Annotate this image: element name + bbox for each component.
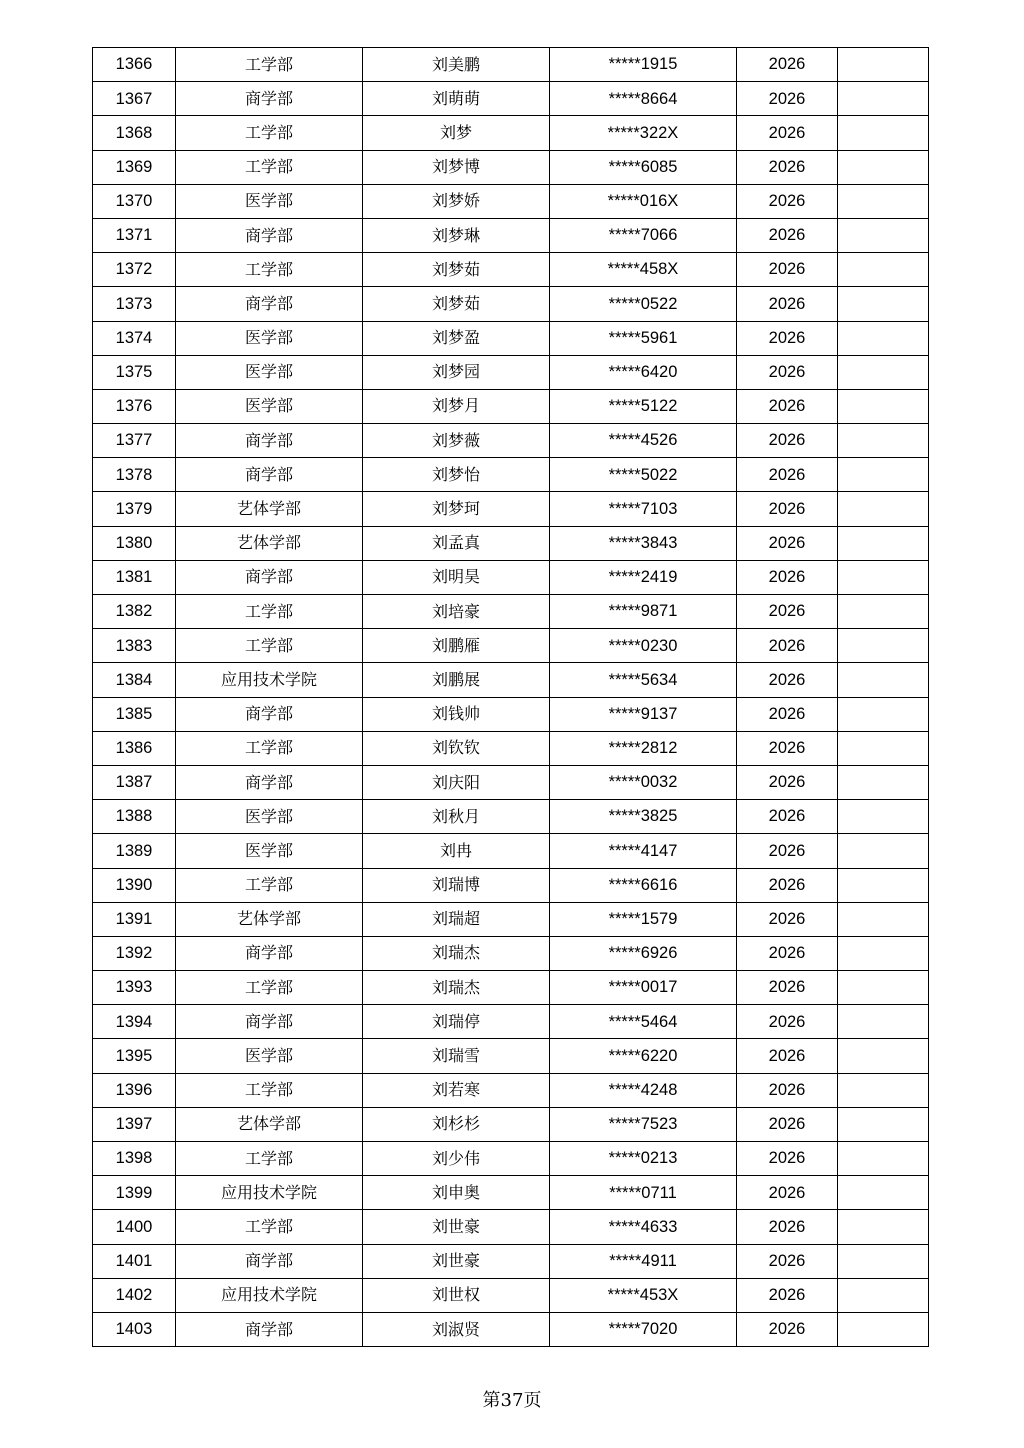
cell-remark: [838, 389, 929, 423]
cell-serial-number: 1399: [93, 1176, 176, 1210]
cell-serial-number: 1388: [93, 800, 176, 834]
table-row: [93, 834, 929, 868]
table-row: [93, 1278, 929, 1312]
cell-department: 医学部: [176, 834, 363, 868]
cell-year: 2026: [737, 1176, 838, 1210]
cell-serial-number: 1389: [93, 834, 176, 868]
cell-department: 商学部: [176, 424, 363, 458]
cell-student-name: 刘梦月: [363, 389, 550, 423]
cell-serial-number: 1367: [93, 82, 176, 116]
cell-serial-number: 1400: [93, 1210, 176, 1244]
cell-department: 应用技术学院: [176, 1176, 363, 1210]
table-row: [93, 629, 929, 663]
cell-remark: [838, 834, 929, 868]
cell-student-name: 刘世豪: [363, 1210, 550, 1244]
cell-remark: [838, 1039, 929, 1073]
cell-masked-id: *****5464: [550, 1005, 737, 1039]
cell-remark: [838, 1073, 929, 1107]
cell-year: 2026: [737, 218, 838, 252]
cell-student-name: 刘庆阳: [363, 765, 550, 799]
cell-year: 2026: [737, 1142, 838, 1176]
cell-masked-id: *****0032: [550, 765, 737, 799]
cell-serial-number: 1402: [93, 1278, 176, 1312]
cell-student-name: 刘若寒: [363, 1073, 550, 1107]
cell-year: 2026: [737, 629, 838, 663]
cell-masked-id: *****6420: [550, 355, 737, 389]
table-row: [93, 971, 929, 1005]
cell-serial-number: 1377: [93, 424, 176, 458]
cell-masked-id: *****4248: [550, 1073, 737, 1107]
cell-serial-number: 1376: [93, 389, 176, 423]
cell-remark: [838, 1278, 929, 1312]
cell-masked-id: *****2812: [550, 731, 737, 765]
cell-student-name: 刘世权: [363, 1278, 550, 1312]
cell-year: 2026: [737, 82, 838, 116]
cell-department: 商学部: [176, 287, 363, 321]
table-row: [93, 1005, 929, 1039]
table-row: [93, 1073, 929, 1107]
cell-year: 2026: [737, 1039, 838, 1073]
cell-student-name: 刘秋月: [363, 800, 550, 834]
cell-department: 商学部: [176, 697, 363, 731]
cell-student-name: 刘梦茹: [363, 253, 550, 287]
cell-masked-id: *****1915: [550, 48, 737, 82]
cell-year: 2026: [737, 253, 838, 287]
cell-department: 工学部: [176, 48, 363, 82]
cell-department: 工学部: [176, 731, 363, 765]
cell-year: 2026: [737, 1005, 838, 1039]
cell-remark: [838, 287, 929, 321]
cell-department: 商学部: [176, 1312, 363, 1346]
table-row: [93, 218, 929, 252]
table-row: [93, 560, 929, 594]
cell-serial-number: 1384: [93, 663, 176, 697]
cell-masked-id: *****5961: [550, 321, 737, 355]
cell-serial-number: 1366: [93, 48, 176, 82]
cell-department: 商学部: [176, 218, 363, 252]
cell-masked-id: *****1579: [550, 902, 737, 936]
table-row: [93, 48, 929, 82]
cell-masked-id: *****0522: [550, 287, 737, 321]
cell-masked-id: *****9871: [550, 595, 737, 629]
cell-year: 2026: [737, 765, 838, 799]
cell-department: 医学部: [176, 355, 363, 389]
cell-student-name: 刘钱帅: [363, 697, 550, 731]
cell-remark: [838, 1142, 929, 1176]
cell-remark: [838, 1210, 929, 1244]
cell-student-name: 刘明昊: [363, 560, 550, 594]
cell-student-name: 刘少伟: [363, 1142, 550, 1176]
cell-student-name: 刘鹏展: [363, 663, 550, 697]
cell-masked-id: *****6926: [550, 936, 737, 970]
cell-department: 工学部: [176, 116, 363, 150]
cell-serial-number: 1403: [93, 1312, 176, 1346]
cell-department: 艺体学部: [176, 526, 363, 560]
cell-year: 2026: [737, 800, 838, 834]
cell-masked-id: *****322X: [550, 116, 737, 150]
cell-department: 工学部: [176, 253, 363, 287]
cell-department: 艺体学部: [176, 902, 363, 936]
cell-remark: [838, 184, 929, 218]
cell-serial-number: 1370: [93, 184, 176, 218]
cell-remark: [838, 629, 929, 663]
cell-remark: [838, 765, 929, 799]
cell-department: 医学部: [176, 389, 363, 423]
cell-serial-number: 1379: [93, 492, 176, 526]
cell-year: 2026: [737, 971, 838, 1005]
cell-student-name: 刘钦钦: [363, 731, 550, 765]
cell-masked-id: *****7523: [550, 1107, 737, 1141]
cell-year: 2026: [737, 731, 838, 765]
cell-masked-id: *****5022: [550, 458, 737, 492]
cell-student-name: 刘梦博: [363, 150, 550, 184]
cell-department: 应用技术学院: [176, 1278, 363, 1312]
cell-serial-number: 1373: [93, 287, 176, 321]
cell-department: 医学部: [176, 1039, 363, 1073]
cell-remark: [838, 1176, 929, 1210]
table-row: [93, 731, 929, 765]
cell-year: 2026: [737, 936, 838, 970]
cell-student-name: 刘杉杉: [363, 1107, 550, 1141]
cell-year: 2026: [737, 1073, 838, 1107]
cell-year: 2026: [737, 287, 838, 321]
cell-remark: [838, 936, 929, 970]
table-row: [93, 1142, 929, 1176]
cell-serial-number: 1372: [93, 253, 176, 287]
cell-remark: [838, 800, 929, 834]
cell-remark: [838, 868, 929, 902]
cell-student-name: 刘培豪: [363, 595, 550, 629]
cell-remark: [838, 150, 929, 184]
cell-department: 商学部: [176, 560, 363, 594]
table-row: [93, 1107, 929, 1141]
cell-remark: [838, 458, 929, 492]
cell-department: 应用技术学院: [176, 663, 363, 697]
table-row: [93, 424, 929, 458]
table-row: [93, 458, 929, 492]
cell-serial-number: 1380: [93, 526, 176, 560]
cell-student-name: 刘梦怡: [363, 458, 550, 492]
roster-table: [92, 47, 929, 1347]
cell-department: 商学部: [176, 936, 363, 970]
cell-year: 2026: [737, 458, 838, 492]
cell-year: 2026: [737, 1312, 838, 1346]
cell-remark: [838, 1244, 929, 1278]
cell-student-name: 刘瑞杰: [363, 971, 550, 1005]
cell-student-name: 刘世豪: [363, 1244, 550, 1278]
cell-year: 2026: [737, 902, 838, 936]
cell-serial-number: 1375: [93, 355, 176, 389]
cell-student-name: 刘淑贤: [363, 1312, 550, 1346]
cell-remark: [838, 902, 929, 936]
cell-masked-id: *****0213: [550, 1142, 737, 1176]
cell-department: 艺体学部: [176, 492, 363, 526]
cell-student-name: 刘美鹏: [363, 48, 550, 82]
table-row: [93, 116, 929, 150]
cell-serial-number: 1396: [93, 1073, 176, 1107]
cell-masked-id: *****3843: [550, 526, 737, 560]
cell-year: 2026: [737, 424, 838, 458]
page-number: 第37页: [482, 1390, 542, 1411]
cell-year: 2026: [737, 663, 838, 697]
cell-year: 2026: [737, 1244, 838, 1278]
cell-student-name: 刘瑞杰: [363, 936, 550, 970]
cell-masked-id: *****6220: [550, 1039, 737, 1073]
cell-masked-id: *****4147: [550, 834, 737, 868]
cell-serial-number: 1395: [93, 1039, 176, 1073]
cell-department: 工学部: [176, 868, 363, 902]
cell-remark: [838, 1107, 929, 1141]
table-row: [93, 389, 929, 423]
table-row: [93, 1176, 929, 1210]
table-row: [93, 492, 929, 526]
cell-department: 医学部: [176, 321, 363, 355]
cell-department: 商学部: [176, 765, 363, 799]
cell-year: 2026: [737, 48, 838, 82]
table-row: [93, 184, 929, 218]
cell-student-name: 刘萌萌: [363, 82, 550, 116]
cell-student-name: 刘鹏雁: [363, 629, 550, 663]
table-row: [93, 82, 929, 116]
cell-year: 2026: [737, 595, 838, 629]
cell-department: 医学部: [176, 184, 363, 218]
cell-masked-id: *****6616: [550, 868, 737, 902]
table-row: [93, 902, 929, 936]
cell-masked-id: *****5634: [550, 663, 737, 697]
cell-year: 2026: [737, 389, 838, 423]
cell-masked-id: *****7020: [550, 1312, 737, 1346]
cell-student-name: 刘冉: [363, 834, 550, 868]
cell-student-name: 刘梦琳: [363, 218, 550, 252]
cell-remark: [838, 82, 929, 116]
cell-remark: [838, 560, 929, 594]
cell-serial-number: 1382: [93, 595, 176, 629]
table-row: [93, 1039, 929, 1073]
cell-student-name: 刘孟真: [363, 526, 550, 560]
cell-serial-number: 1374: [93, 321, 176, 355]
cell-department: 工学部: [176, 1142, 363, 1176]
cell-serial-number: 1381: [93, 560, 176, 594]
cell-department: 工学部: [176, 150, 363, 184]
cell-remark: [838, 731, 929, 765]
cell-department: 商学部: [176, 1005, 363, 1039]
cell-serial-number: 1390: [93, 868, 176, 902]
cell-masked-id: *****4633: [550, 1210, 737, 1244]
cell-department: 艺体学部: [176, 1107, 363, 1141]
cell-year: 2026: [737, 526, 838, 560]
table-row: [93, 526, 929, 560]
cell-masked-id: *****5122: [550, 389, 737, 423]
cell-serial-number: 1383: [93, 629, 176, 663]
cell-remark: [838, 663, 929, 697]
cell-masked-id: *****3825: [550, 800, 737, 834]
cell-serial-number: 1378: [93, 458, 176, 492]
cell-department: 工学部: [176, 971, 363, 1005]
table-row: [93, 765, 929, 799]
cell-remark: [838, 526, 929, 560]
cell-remark: [838, 48, 929, 82]
cell-year: 2026: [737, 1107, 838, 1141]
cell-serial-number: 1385: [93, 697, 176, 731]
cell-remark: [838, 321, 929, 355]
cell-department: 商学部: [176, 82, 363, 116]
table-row: [93, 321, 929, 355]
cell-remark: [838, 424, 929, 458]
cell-remark: [838, 971, 929, 1005]
cell-student-name: 刘梦盈: [363, 321, 550, 355]
cell-masked-id: *****0711: [550, 1176, 737, 1210]
cell-year: 2026: [737, 697, 838, 731]
cell-student-name: 刘瑞雪: [363, 1039, 550, 1073]
cell-department: 工学部: [176, 595, 363, 629]
cell-student-name: 刘梦茹: [363, 287, 550, 321]
cell-student-name: 刘梦园: [363, 355, 550, 389]
table-row: [93, 1312, 929, 1346]
table-row: [93, 595, 929, 629]
cell-masked-id: *****0230: [550, 629, 737, 663]
cell-remark: [838, 1005, 929, 1039]
cell-serial-number: 1387: [93, 765, 176, 799]
cell-year: 2026: [737, 868, 838, 902]
cell-student-name: 刘梦珂: [363, 492, 550, 526]
cell-serial-number: 1386: [93, 731, 176, 765]
cell-masked-id: *****458X: [550, 253, 737, 287]
cell-remark: [838, 697, 929, 731]
cell-serial-number: 1371: [93, 218, 176, 252]
cell-serial-number: 1397: [93, 1107, 176, 1141]
cell-remark: [838, 355, 929, 389]
cell-year: 2026: [737, 150, 838, 184]
cell-student-name: 刘梦娇: [363, 184, 550, 218]
cell-department: 工学部: [176, 1073, 363, 1107]
cell-serial-number: 1398: [93, 1142, 176, 1176]
cell-remark: [838, 116, 929, 150]
table-row: [93, 697, 929, 731]
table-row: [93, 936, 929, 970]
cell-masked-id: *****453X: [550, 1278, 737, 1312]
cell-serial-number: 1394: [93, 1005, 176, 1039]
cell-masked-id: *****0017: [550, 971, 737, 1005]
table-row: [93, 663, 929, 697]
cell-student-name: 刘梦: [363, 116, 550, 150]
table-row: [93, 253, 929, 287]
cell-year: 2026: [737, 560, 838, 594]
cell-year: 2026: [737, 834, 838, 868]
cell-remark: [838, 253, 929, 287]
cell-year: 2026: [737, 321, 838, 355]
cell-masked-id: *****2419: [550, 560, 737, 594]
cell-department: 医学部: [176, 800, 363, 834]
cell-masked-id: *****7066: [550, 218, 737, 252]
cell-department: 工学部: [176, 629, 363, 663]
table-row: [93, 1244, 929, 1278]
cell-year: 2026: [737, 1210, 838, 1244]
cell-serial-number: 1401: [93, 1244, 176, 1278]
cell-serial-number: 1392: [93, 936, 176, 970]
cell-department: 商学部: [176, 1244, 363, 1278]
cell-remark: [838, 492, 929, 526]
table-row: [93, 355, 929, 389]
cell-year: 2026: [737, 492, 838, 526]
table-row: [93, 287, 929, 321]
cell-student-name: 刘申奥: [363, 1176, 550, 1210]
cell-remark: [838, 1312, 929, 1346]
cell-year: 2026: [737, 355, 838, 389]
cell-student-name: 刘梦薇: [363, 424, 550, 458]
table-row: [93, 800, 929, 834]
cell-department: 工学部: [176, 1210, 363, 1244]
cell-year: 2026: [737, 1278, 838, 1312]
roster-table-body: [93, 48, 929, 1347]
cell-masked-id: *****4911: [550, 1244, 737, 1278]
cell-serial-number: 1368: [93, 116, 176, 150]
cell-masked-id: *****8664: [550, 82, 737, 116]
table-row: [93, 868, 929, 902]
table-row: [93, 150, 929, 184]
cell-masked-id: *****016X: [550, 184, 737, 218]
cell-year: 2026: [737, 184, 838, 218]
cell-student-name: 刘瑞停: [363, 1005, 550, 1039]
cell-remark: [838, 218, 929, 252]
cell-masked-id: *****4526: [550, 424, 737, 458]
cell-department: 商学部: [176, 458, 363, 492]
cell-year: 2026: [737, 116, 838, 150]
cell-masked-id: *****6085: [550, 150, 737, 184]
cell-serial-number: 1369: [93, 150, 176, 184]
cell-serial-number: 1393: [93, 971, 176, 1005]
cell-student-name: 刘瑞博: [363, 868, 550, 902]
cell-masked-id: *****7103: [550, 492, 737, 526]
cell-remark: [838, 595, 929, 629]
cell-serial-number: 1391: [93, 902, 176, 936]
cell-student-name: 刘瑞超: [363, 902, 550, 936]
table-row: [93, 1210, 929, 1244]
cell-masked-id: *****9137: [550, 697, 737, 731]
